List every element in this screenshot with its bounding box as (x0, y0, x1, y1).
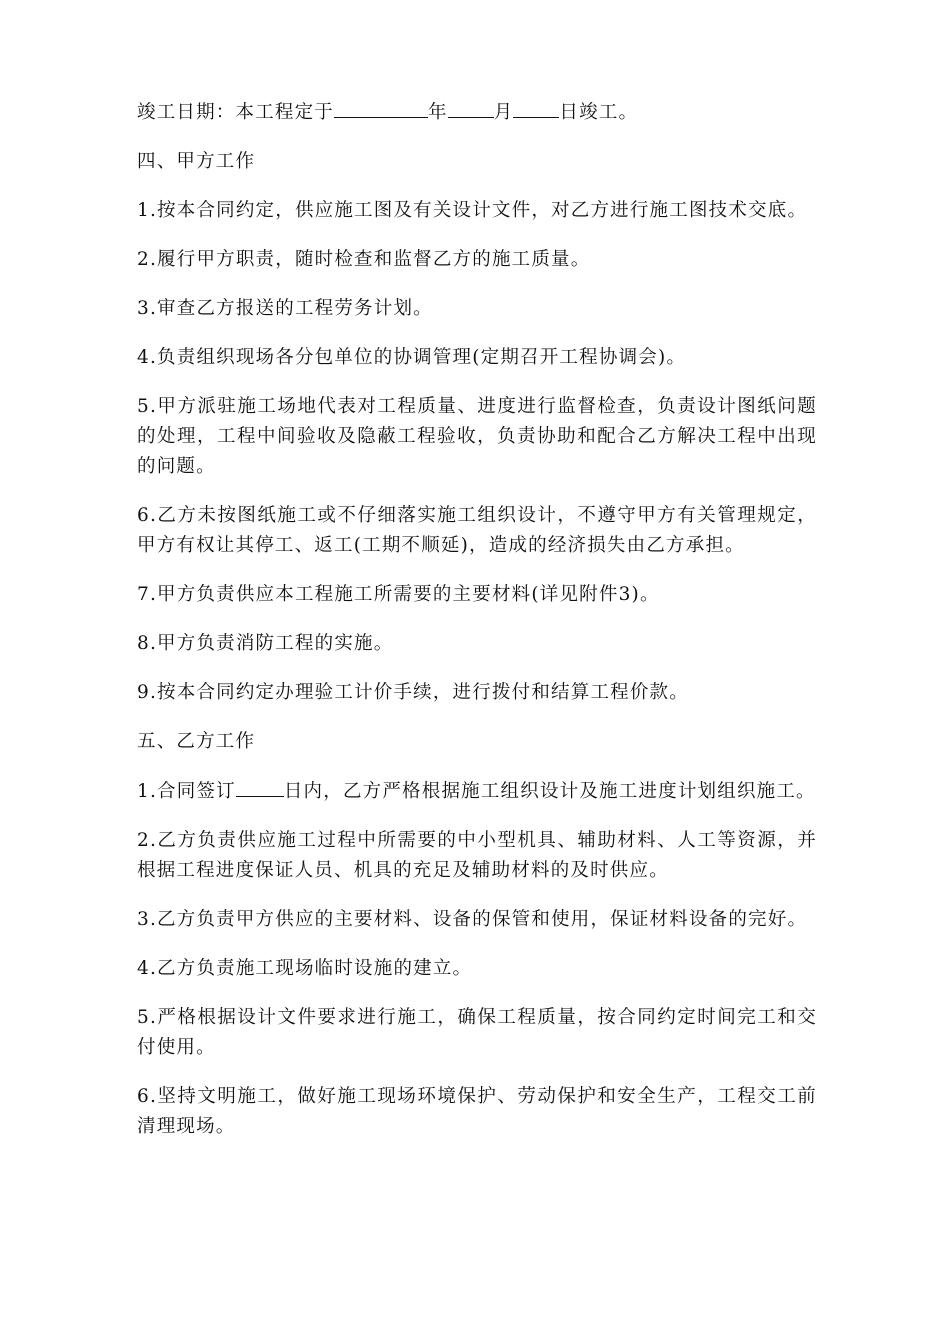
year-blank (334, 97, 428, 118)
completion-date-prefix: 竣工日期：本工程定于 (137, 102, 335, 123)
section-4-item-5: 5.甲方派驻施工场地代表对工程质量、进度进行监督检查，负责设计图纸问题的处理，工程中间验收及隐蔽工程验收，负责协助和配合乙方解决工程中出现的问题。 (137, 396, 817, 477)
section-5-heading: 五、乙方工作 (137, 731, 256, 752)
section-5-item-1-prefix: 1.合同签订 (137, 781, 236, 802)
section-4-item-2: 2.履行甲方职责，随时检查和监督乙方的施工质量。 (137, 249, 591, 270)
section-4-item-6: 6.乙方未按图纸施工或不仔细落实施工组织设计，不遵守甲方有关管理规定，甲方有权让其停工、返工(工期不顺延)，造成的经济损失由乙方承担。 (137, 505, 817, 556)
section-4-item-4: 4.负责组织现场各分包单位的协调管理(定期召开工程协调会)。 (137, 347, 687, 368)
section-4-item-1: 1.按本合同约定，供应施工图及有关设计文件，对乙方进行施工图技术交底。 (137, 200, 808, 221)
month-label: 月 (493, 102, 514, 123)
day-label: 日竣工。 (559, 102, 639, 123)
section-5-item-1 (137, 776, 817, 807)
year-label: 年 (428, 102, 448, 123)
section-4-item-8: 8.甲方负责消防工程的实施。 (137, 633, 394, 654)
section-5-item-4: 4.乙方负责施工现场临时设施的建立。 (137, 958, 473, 979)
completion-date-line (137, 97, 817, 128)
section-5-item-1-suffix: 日内，乙方严格根据施工组织设计及施工进度计划组织施工。 (283, 781, 816, 802)
days-blank (236, 776, 284, 797)
section-5-item-2: 2.乙方负责供应施工过程中所需要的中小型机具、辅助材料、人工等资源，并根据工程进度保证人员、机具的充足及辅助材料的及时供应。 (137, 830, 817, 881)
section-5-item-6: 6.坚持文明施工，做好施工现场环境保护、劳动保护和安全生产，工程交工前清理现场。 (137, 1086, 817, 1137)
month-blank (448, 97, 494, 118)
section-4-item-3: 3.审查乙方报送的工程劳务计划。 (137, 298, 433, 319)
section-5-item-3: 3.乙方负责甲方供应的主要材料、设备的保管和使用，保证材料设备的完好。 (137, 909, 808, 930)
section-5-item-5: 5.严格根据设计文件要求进行施工，确保工程质量，按合同约定时间完工和交付使用。 (137, 1007, 817, 1058)
document-body (137, 97, 817, 1161)
section-4-heading: 四、甲方工作 (137, 151, 256, 172)
section-4-item-7: 7.甲方负责供应本工程施工所需要的主要材料(详见附件3)。 (137, 584, 660, 605)
section-4-item-9: 9.按本合同约定办理验工计价手续，进行拨付和结算工程价款。 (137, 682, 689, 703)
day-blank (513, 97, 559, 118)
